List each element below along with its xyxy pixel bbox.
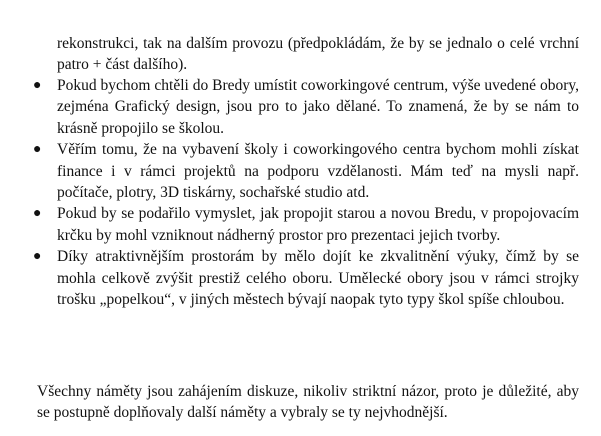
- continuation-paragraph: rekonstrukci, tak na dalším provozu (předpokládám, že by se jednalo o celé vrchní patro + část dalšího).: [57, 35, 579, 74]
- bullet-list: [0, 75, 601, 310]
- list-item-text: Pokud bychom chtěli do Bredy umístit coworkingové centrum, výše uvedené obory, zejména Grafický design, jsou pro to jako dělané. To znamená, že by se nám to krásně propojilo se školou.: [57, 77, 579, 137]
- list-item-text: Díky atraktivnějším prostorám by mělo dojít ke zkvalitnění výuky, čímž by se mohla celkově zvýšit prestiž celého oboru. Umělecké obory jsou v rámci strojky trošku „popelkou“, v jiných městech bývají naopak tyto typy škol spíše chloubou.: [57, 248, 579, 309]
- bullet-icon: ●: [33, 206, 42, 222]
- bullet-icon: ●: [33, 249, 42, 265]
- list-item-text: Pokud by se podařilo vymyslet, jak propojit starou a novou Bredu, v propojovacím krčku by mohl vzniknout nádherný prostor pro prezentaci jejich tvorby.: [57, 205, 579, 244]
- list-item: [0, 139, 601, 203]
- bullet-icon: ●: [33, 78, 42, 93]
- list-item-text: Věřím tomu, že na vybavení školy i coworkingového centra bychom mohli získat finance i v rámci projektů na podporu vzdělanosti. Mám teď na mysli např. počítače, plotry, 3D tiskárny, sochařské studio atd.: [57, 141, 579, 202]
- bullet-icon: ●: [33, 142, 42, 158]
- list-item: [0, 75, 601, 139]
- closing-paragraph: Všechny náměty jsou zahájením diskuze, nikoliv striktní názor, proto je důležité, aby se postupně doplňovaly další náměty a vybraly se ty nejvhodnější.: [37, 383, 579, 422]
- list-item: [0, 203, 601, 246]
- list-item: [0, 246, 601, 310]
